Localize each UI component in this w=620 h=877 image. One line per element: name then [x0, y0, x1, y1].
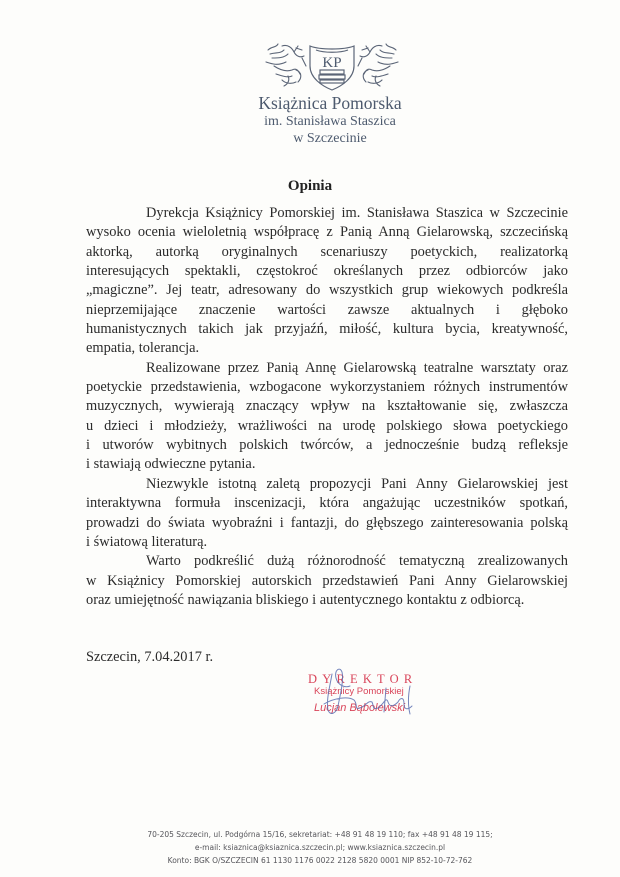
text-line: oraz umiejętność nawiązania bliskiego i autentycznego kontaktu z odbiorcą. — [86, 591, 525, 608]
left-griffin-icon — [266, 44, 306, 86]
institution-city: w Szczecinie — [293, 131, 367, 146]
paragraph — [86, 552, 568, 610]
paragraph — [86, 475, 568, 552]
text-line: prowadzi do świata wyobraźni i fantazji, do głębszego zainteresowania polską — [86, 514, 568, 531]
text-line: Dyrekcja Książnicy Pomorskiej im. Stanisława Staszica w Szczecinie — [146, 205, 568, 221]
text-line: muzycznych, wywierają znaczący wpływ na kształtowanie się, zwłaszcza — [86, 398, 568, 415]
stamp-person: Lucjan Bąbolewski — [314, 702, 406, 714]
document-title: Opinia — [287, 178, 333, 194]
handwritten-signature — [314, 666, 429, 721]
stamp-organization: Książnicy Pomorskiej — [314, 686, 404, 697]
text-line: humanistycznych takich jak przyjaźń, miłość, kultura bycia, kreatywność, — [86, 321, 568, 338]
director-stamp — [300, 672, 440, 722]
text-line: nieprzemijające znaczenie wartości zawsze aktualnych i głęboko — [86, 301, 568, 318]
text-line: wysoko ocenia wieloletnią współpracę z Panią Anną Gielarowską, szczecińską — [86, 224, 568, 241]
place-and-date: Szczecin, 7.04.2017 r. — [86, 649, 214, 665]
text-line: Realizowane przez Panią Annę Gielarowską teatralne warsztaty oraz — [146, 359, 568, 376]
text-line: i światową literaturą. — [86, 533, 208, 550]
text-line: interaktywna formuła inscenizacji, która angażując uczestników spotkań, — [86, 495, 568, 512]
stamp-title: DYREKTOR — [308, 672, 418, 686]
paragraph — [86, 204, 568, 359]
text-line: empatia, tolerancja. — [86, 340, 200, 357]
footer-address: 70-205 Szczecin, ul. Podgórna 15/16, sekretariat: +48 91 48 19 110; fax +48 91 48 19 115; — [147, 830, 493, 839]
institution-patron: im. Stanisława Staszica — [264, 114, 396, 129]
text-line: w Książnicy Pomorskiej autorskich przedstawień Pani Anny Gielarowskiej — [86, 572, 568, 589]
text-line: interesujących spektakli, częstokroć określanych przez odbiorców jako — [86, 263, 568, 280]
institution-name: Książnica Pomorska — [258, 93, 402, 113]
logo-monogram: KP — [322, 55, 342, 71]
text-line: „magiczne”. Jej teatr, adresowany do wszystkich grup wiekowych podkreśla — [86, 282, 568, 299]
text-line: Niezwykle istotną zaletą propozycji Pani Anny Gielarowskiej jest — [146, 475, 568, 492]
footer-bank-account: Konto: BGK O/SZCZECIN 61 1130 1176 0022 2128 5820 0001 NIP 852-10-72-762 — [167, 856, 473, 865]
footer-contact: e-mail: ksiaznica@ksiaznica.szczecin.pl; www.ksiaznica.szczecin.pl — [194, 843, 446, 852]
text-line: poetyckie przedstawienia, wzbogacone wykorzystaniem różnych instrumentów — [86, 379, 568, 396]
text-line: Warto podkreślić dużą różnorodność tematyczną zrealizowanych — [146, 553, 568, 570]
letter-body — [86, 204, 568, 610]
text-line: u dzieci i młodzieży, wrażliwości na urodę polskiego słowa poetyckiego — [86, 417, 568, 434]
text-line: i stawiają odwieczne pytania. — [86, 456, 256, 473]
text-line: aktorką, autorką oryginalnych scenariuszy poetyckich, realizatorką — [86, 243, 568, 260]
right-griffin-icon — [358, 44, 398, 86]
text-line: i utworów wybitnych polskich twórców, a jednocześnie budzą refleksje — [86, 437, 568, 454]
library-logo — [262, 40, 402, 92]
paragraph — [86, 359, 568, 475]
